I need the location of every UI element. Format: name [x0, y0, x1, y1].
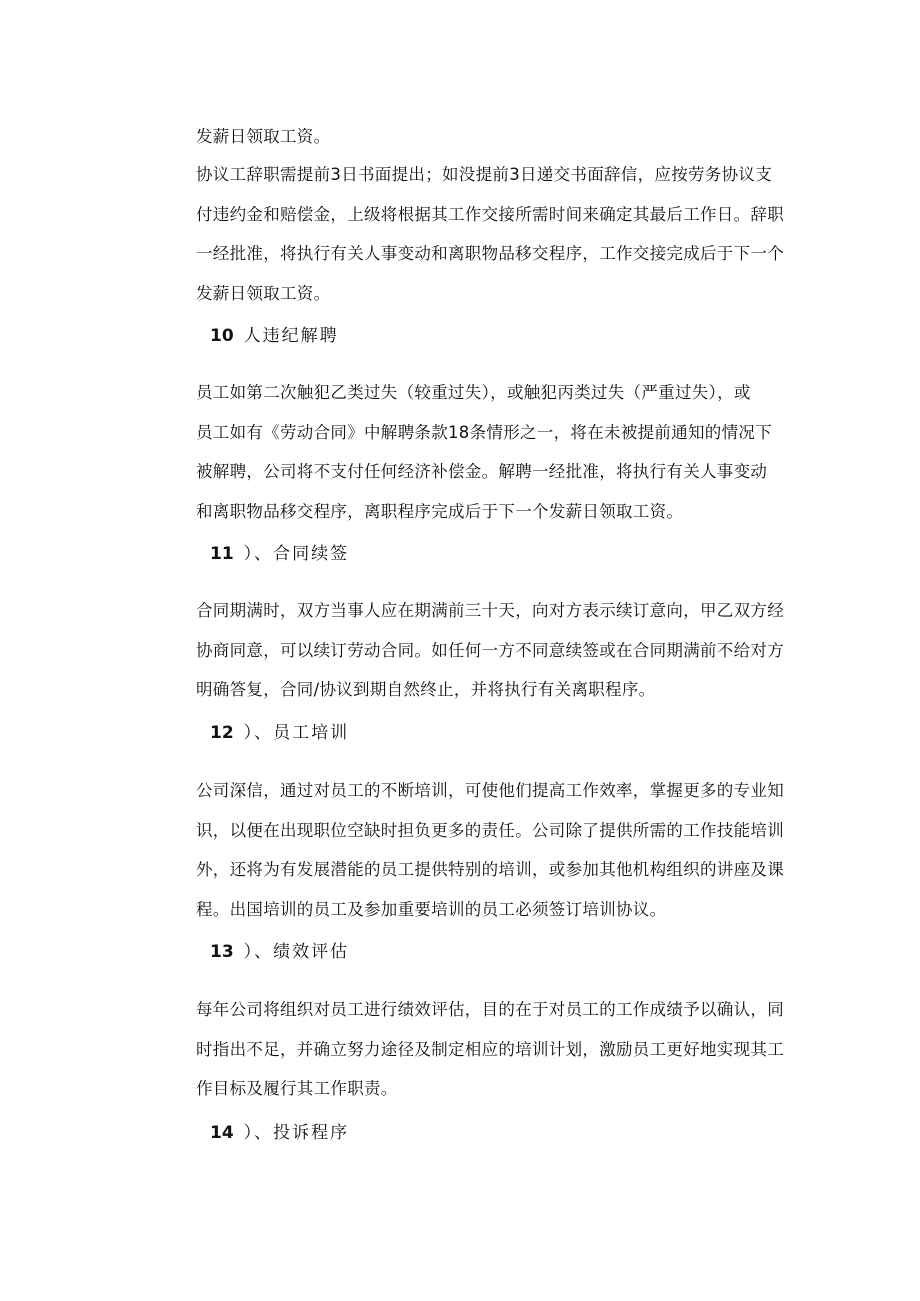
section-number: 11: [210, 544, 234, 564]
paragraph-line: 发薪日领取工资。: [196, 127, 331, 146]
paragraph-line: 付违约金和赔偿金，上级将根据其工作交接所需时间来确定其最后工作日。辞职: [196, 204, 784, 224]
section-number: 10: [210, 326, 234, 346]
section-title: ）、合同续签: [243, 544, 350, 564]
section-heading: [210, 721, 349, 745]
paragraph-line: 程。出国培训的员工及参加重要培训的员工必须签订培训协议。: [196, 899, 667, 919]
paragraph-line: 和离职物品移交程序，离职程序完成后于下一个发薪日领取工资。: [196, 501, 684, 521]
section-heading: [210, 1121, 349, 1145]
section-title: 人违纪解聘: [243, 326, 339, 346]
paragraph-line: 协商同意，可以续订劳动合同。如任何一方不同意续签或在合同期满前不给对方: [196, 640, 784, 660]
paragraph-line: 时指出不足，并确立努力途径及制定相应的培训计划，激励员工更好地实现其工: [196, 1039, 784, 1059]
section-title: ）、员工培训: [243, 723, 350, 743]
section-number: 12: [210, 723, 234, 743]
paragraph-line: 被解聘，公司将不支付任何经济补偿金。解聘一经批准，将执行有关人事变动: [196, 462, 768, 481]
section-title: ）、绩效评估: [243, 942, 350, 962]
paragraph-line: 外，还将为有发展潜能的员工提供特别的培训，或参加其他机构组织的讲座及课: [196, 860, 784, 879]
paragraph-line: 作目标及履行其工作职责。: [196, 1079, 398, 1098]
paragraph-line: 明确答复，合同/协议到期自然终止，并将执行有关离职程序。: [196, 680, 656, 699]
paragraph-line: 每年公司将组织对员工进行绩效评估，目的在于对员工的工作成绩予以确认，同: [196, 1000, 784, 1019]
paragraph-line: 一经批准，将执行有关人事变动和离职物品移交程序，工作交接完成后于下一个: [196, 244, 784, 263]
paragraph-line: 识，以便在出现职位空缺时担负更多的责任。公司除了提供所需的工作技能培训: [196, 820, 784, 840]
section-heading: [210, 324, 339, 348]
section-title: ）、投诉程序: [243, 1123, 350, 1143]
section-number: 14: [210, 1123, 234, 1143]
paragraph-line: 员工如第二次触犯乙类过失（较重过失），或触犯丙类过失（严重过失），或: [196, 383, 751, 402]
section-heading: [210, 940, 349, 964]
paragraph-line: 员工如有《劳动合同》中解聘条款18条情形之一，将在未被提前通知的情况下: [196, 422, 772, 442]
paragraph-line: 公司深信，通过对员工的不断培训，可使他们提高工作效率，掌握更多的专业知: [196, 781, 784, 800]
section-number: 13: [210, 942, 234, 962]
paragraph-line: 协议工辞职需提前3日书面提出；如没提前3日递交书面辞信，应按劳务协议支: [196, 165, 772, 184]
paragraph-line: 发薪日领取工资。: [196, 283, 331, 303]
section-heading: [210, 542, 349, 566]
paragraph-line: 合同期满时，双方当事人应在期满前三十天，向对方表示续订意向，甲乙双方经: [196, 601, 784, 620]
